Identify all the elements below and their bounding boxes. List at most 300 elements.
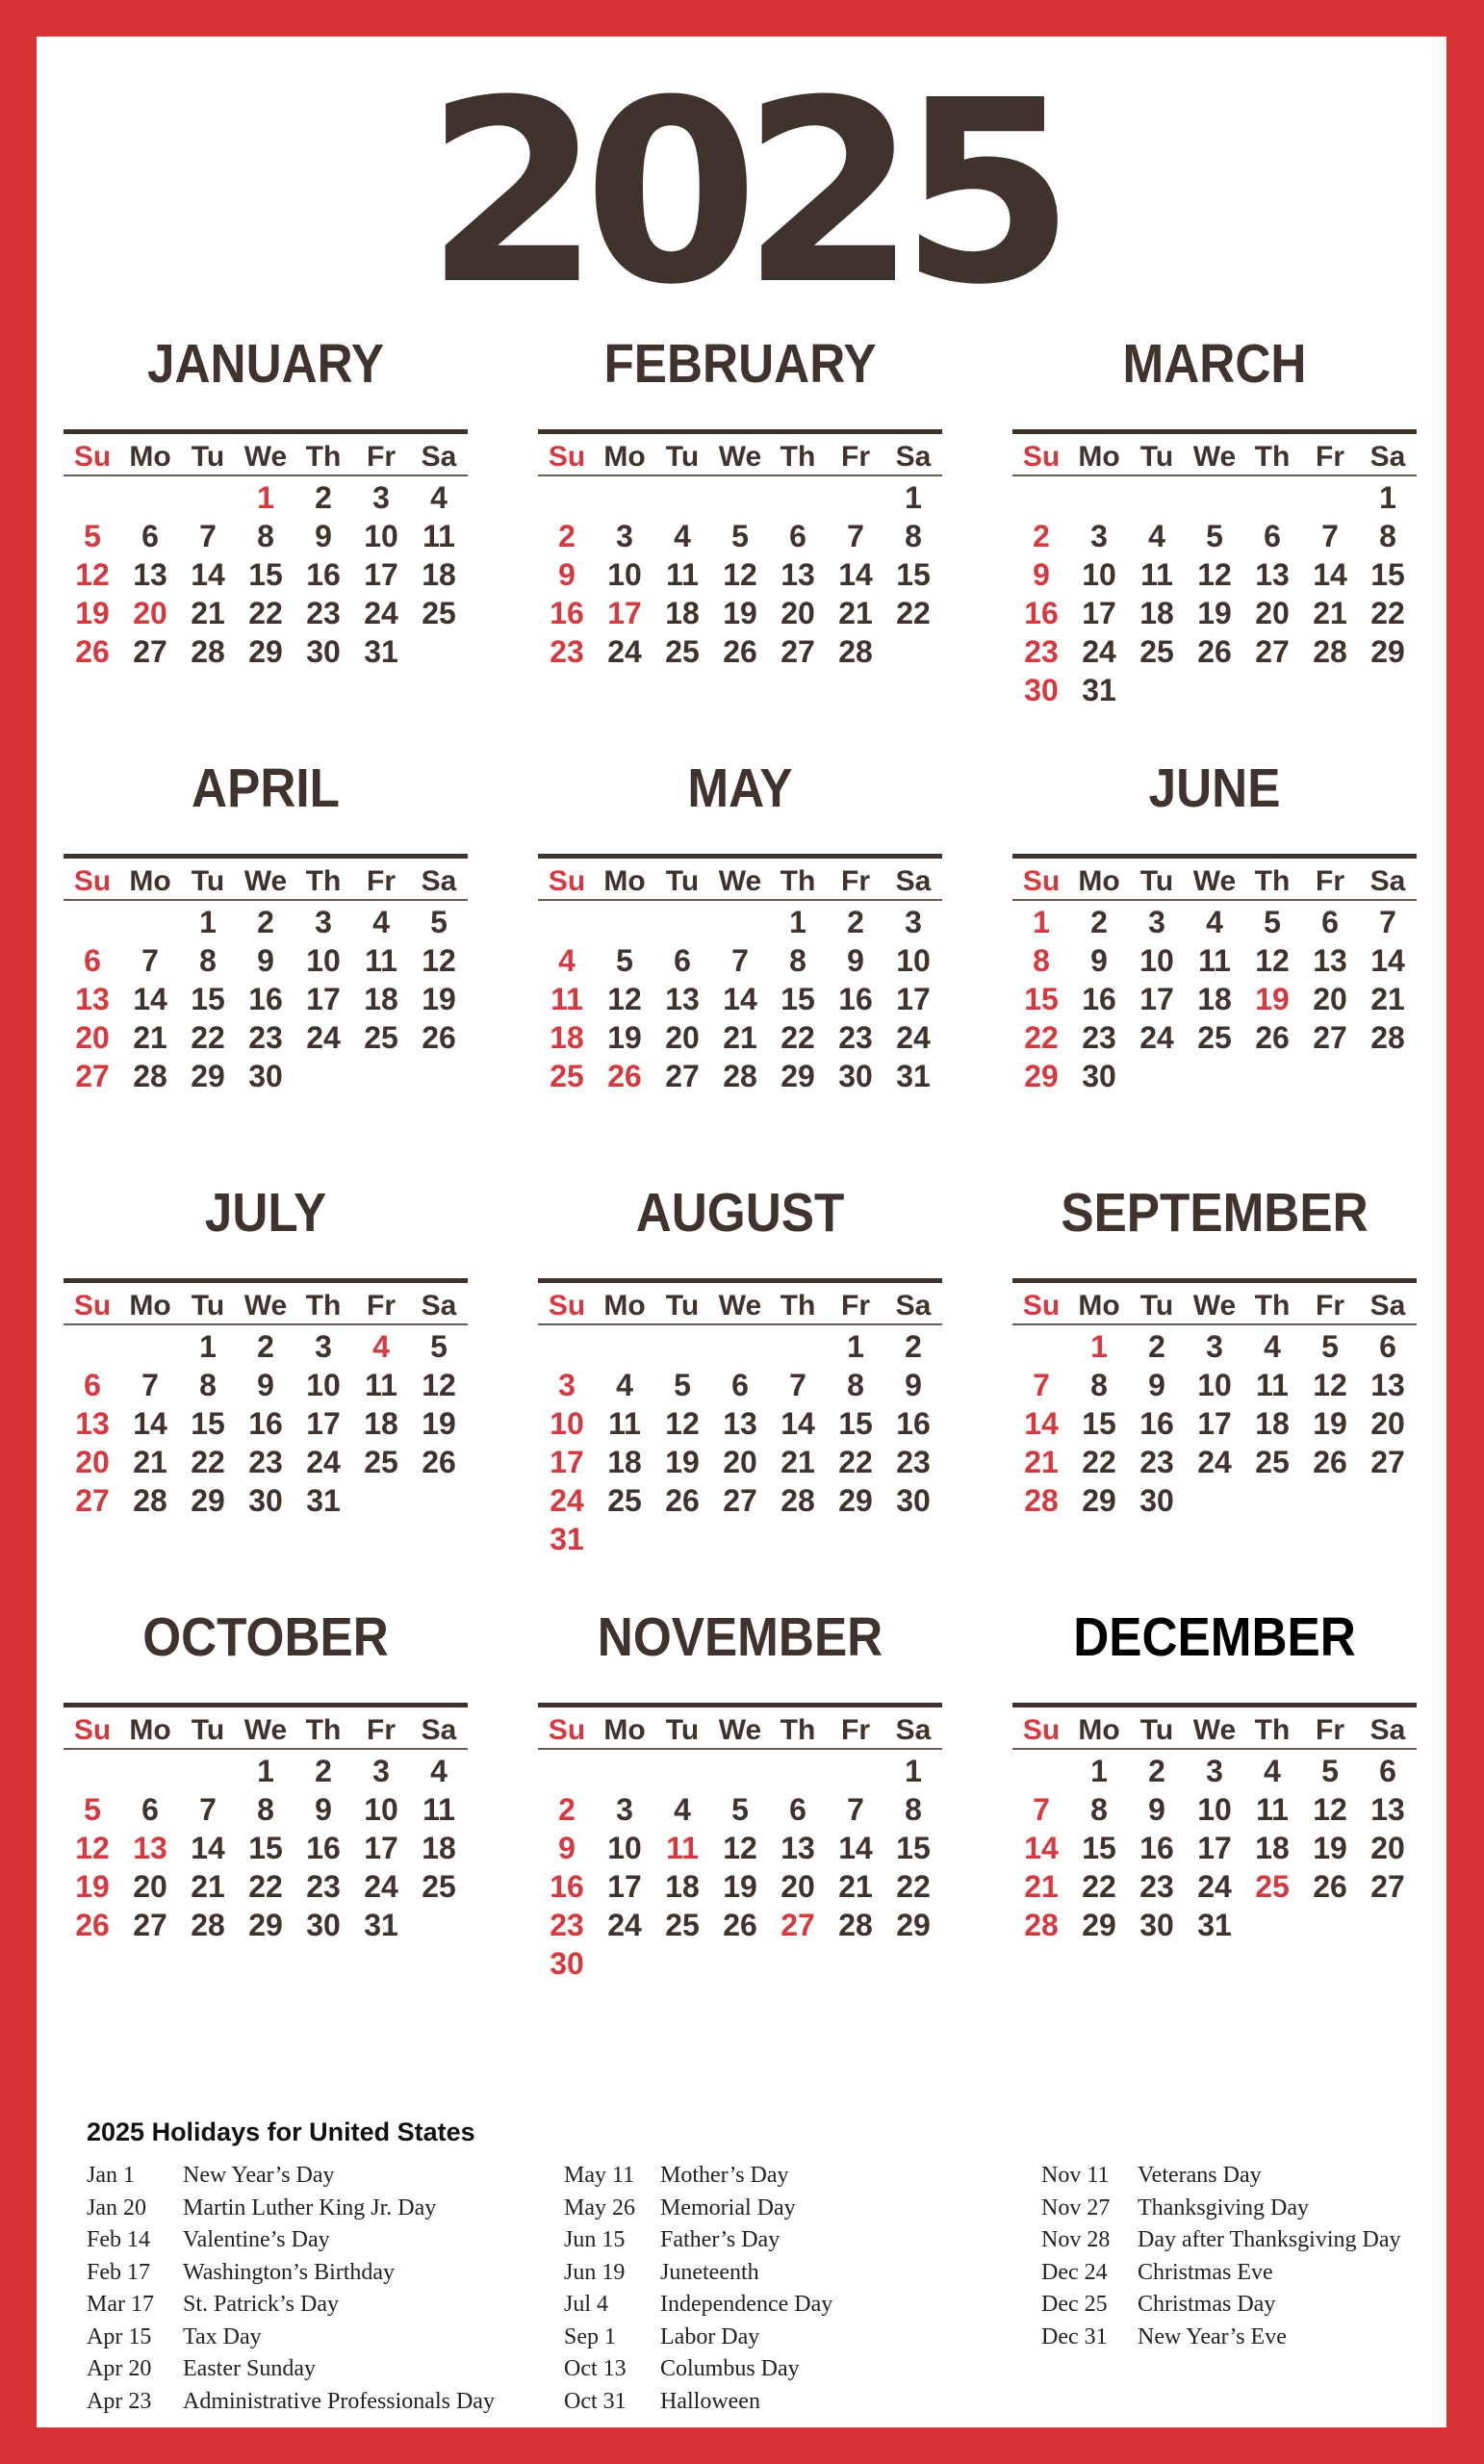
day-cell: 15 bbox=[1370, 557, 1405, 592]
day-cell: 20 bbox=[1313, 982, 1347, 1016]
holiday-row bbox=[1041, 2289, 1400, 2322]
day-cell: 19 bbox=[1197, 596, 1232, 630]
day-cell: 12 bbox=[422, 1368, 456, 1402]
month-may bbox=[538, 759, 942, 1095]
day-cell: 25 bbox=[364, 1020, 398, 1055]
day-cell: 27 bbox=[1370, 1869, 1405, 1904]
day-cell: 28 bbox=[723, 1059, 757, 1093]
day-cell: 17 bbox=[550, 1445, 584, 1479]
day-cell: 8 bbox=[847, 1368, 864, 1402]
day-cell: 7 bbox=[1033, 1792, 1050, 1827]
day-cell: 24 bbox=[1197, 1445, 1232, 1479]
day-cell: 5 bbox=[84, 1792, 101, 1827]
day-cell: 15 bbox=[191, 982, 225, 1016]
day-cell: 11 bbox=[666, 1831, 699, 1865]
divider-line bbox=[538, 475, 942, 476]
weekday-label: Su bbox=[1022, 1714, 1061, 1746]
empty-cell bbox=[64, 1752, 121, 1790]
day-cell: 29 bbox=[191, 1059, 225, 1093]
day-cell: 5 bbox=[430, 905, 448, 939]
day-cell: 29 bbox=[248, 1908, 283, 1942]
day-cell: 18 bbox=[422, 557, 456, 592]
empty-cell bbox=[596, 478, 653, 517]
day-cell: 7 bbox=[847, 1792, 864, 1827]
weekday-label: Mo bbox=[603, 865, 646, 897]
holidays-section bbox=[37, 2039, 1446, 2427]
day-cell: 26 bbox=[1313, 1445, 1347, 1479]
day-cell: 25 bbox=[665, 1908, 700, 1942]
day-cell: 25 bbox=[1255, 1445, 1290, 1479]
day-cell: 27 bbox=[1255, 634, 1290, 669]
day-cell: 24 bbox=[364, 596, 398, 630]
holiday-row bbox=[564, 2193, 832, 2225]
weekday-label: Su bbox=[73, 865, 112, 897]
day-cell: 5 bbox=[731, 1792, 749, 1827]
day-cell: 28 bbox=[780, 1483, 815, 1518]
weekday-label: Mo bbox=[129, 1714, 171, 1746]
day-cell: 5 bbox=[1321, 1754, 1339, 1788]
day-cell: 25 bbox=[422, 596, 456, 630]
day-cell: 12 bbox=[607, 982, 642, 1016]
weekday-header bbox=[538, 440, 942, 475]
day-cell: 1 bbox=[1090, 1329, 1108, 1364]
day-cell: 31 bbox=[364, 1908, 398, 1942]
day-cell: 7 bbox=[1379, 905, 1396, 939]
day-cell: 24 bbox=[607, 634, 642, 669]
day-cell: 14 bbox=[1024, 1831, 1059, 1865]
day-cell: 14 bbox=[1313, 557, 1347, 592]
divider-line bbox=[64, 899, 468, 901]
holiday-date: Dec 24 bbox=[1041, 2259, 1108, 2285]
empty-cell bbox=[769, 478, 827, 517]
day-cell: 2 bbox=[315, 1754, 332, 1788]
month-name: SEPTEMBER bbox=[1061, 1182, 1369, 1244]
weekday-label: We bbox=[718, 1714, 762, 1746]
day-cell: 28 bbox=[1024, 1908, 1059, 1942]
day-cell: 19 bbox=[1313, 1831, 1347, 1865]
divider-line bbox=[64, 1323, 468, 1325]
weekday-header bbox=[538, 1289, 942, 1323]
holiday-name: New Year’s Day bbox=[183, 2163, 335, 2188]
day-cell: 6 bbox=[731, 1368, 749, 1402]
day-cell: 27 bbox=[75, 1059, 110, 1093]
weekday-label: Tu bbox=[191, 1290, 225, 1322]
day-cell: 2 bbox=[905, 1329, 922, 1364]
day-cell: 22 bbox=[191, 1020, 225, 1055]
day-cell: 2 bbox=[1148, 1754, 1165, 1788]
holiday-row bbox=[87, 2289, 495, 2322]
day-cell: 11 bbox=[1198, 943, 1231, 978]
day-cell: 1 bbox=[789, 905, 806, 939]
holiday-date: Jan 20 bbox=[87, 2194, 146, 2220]
weekday-label: Sa bbox=[1369, 1290, 1406, 1322]
day-cell: 25 bbox=[1139, 634, 1174, 669]
weekday-label: Fr bbox=[1316, 441, 1344, 473]
day-cell: 25 bbox=[364, 1445, 398, 1479]
day-cell: 8 bbox=[199, 1368, 217, 1402]
holiday-date: Jul 4 bbox=[564, 2292, 609, 2317]
holiday-row bbox=[564, 2257, 832, 2290]
holiday-row bbox=[87, 2322, 495, 2354]
empty-cell bbox=[769, 1752, 827, 1790]
day-cell: 25 bbox=[1255, 1869, 1290, 1904]
day-cell: 6 bbox=[1379, 1329, 1396, 1364]
day-cell: 17 bbox=[1139, 982, 1174, 1016]
weekday-label: Sa bbox=[895, 441, 932, 473]
weekday-label: We bbox=[1192, 1714, 1237, 1746]
days-grid bbox=[538, 1327, 942, 1558]
day-cell: 14 bbox=[838, 557, 873, 592]
day-cell: 3 bbox=[1090, 519, 1108, 553]
day-cell: 12 bbox=[75, 1831, 110, 1865]
day-cell: 23 bbox=[550, 634, 584, 669]
day-cell: 1 bbox=[905, 480, 922, 515]
day-cell: 23 bbox=[248, 1445, 283, 1479]
empty-cell bbox=[1301, 478, 1359, 517]
month-name: AUGUST bbox=[635, 1182, 845, 1244]
empty-cell bbox=[538, 1327, 596, 1366]
holiday-row bbox=[1041, 2322, 1400, 2354]
holiday-date: Nov 27 bbox=[1041, 2194, 1111, 2220]
day-cell: 17 bbox=[306, 1406, 341, 1441]
day-cell: 6 bbox=[789, 519, 806, 553]
day-cell: 9 bbox=[847, 943, 864, 978]
day-cell: 24 bbox=[306, 1020, 341, 1055]
day-cell: 6 bbox=[789, 1792, 806, 1827]
divider-line bbox=[538, 429, 942, 434]
day-cell: 29 bbox=[780, 1059, 815, 1093]
day-cell: 20 bbox=[75, 1445, 110, 1479]
month-name: MARCH bbox=[1122, 333, 1307, 395]
day-cell: 18 bbox=[1255, 1831, 1290, 1865]
day-cell: 26 bbox=[75, 634, 110, 669]
day-cell: 2 bbox=[257, 905, 274, 939]
holiday-row bbox=[564, 2289, 832, 2322]
day-cell: 6 bbox=[1321, 905, 1339, 939]
month-february bbox=[538, 335, 942, 671]
day-cell: 4 bbox=[674, 1792, 691, 1827]
day-cell: 19 bbox=[723, 1869, 757, 1904]
holiday-name: Juneteenth bbox=[660, 2259, 759, 2285]
day-cell: 11 bbox=[422, 1792, 455, 1827]
day-cell: 10 bbox=[1082, 557, 1116, 592]
day-cell: 12 bbox=[75, 557, 110, 592]
weekday-label: We bbox=[243, 1714, 288, 1746]
day-cell: 12 bbox=[665, 1406, 700, 1441]
day-cell: 26 bbox=[665, 1483, 700, 1518]
divider-line bbox=[538, 854, 942, 859]
day-cell: 5 bbox=[731, 519, 749, 553]
holiday-row bbox=[564, 2322, 832, 2354]
day-cell: 17 bbox=[896, 982, 931, 1016]
empty-cell bbox=[121, 1752, 179, 1790]
day-cell: 2 bbox=[558, 519, 576, 553]
day-cell: 22 bbox=[896, 1869, 931, 1904]
month-name: OCTOBER bbox=[142, 1606, 389, 1668]
weekday-label: Su bbox=[73, 441, 112, 473]
day-cell: 8 bbox=[905, 1792, 922, 1827]
day-cell: 27 bbox=[665, 1059, 700, 1093]
day-cell: 24 bbox=[1082, 634, 1116, 669]
empty-cell bbox=[653, 1327, 711, 1366]
weekday-label: Th bbox=[780, 865, 816, 897]
holidays-column bbox=[87, 2160, 495, 2418]
weekday-label: Fr bbox=[1316, 865, 1344, 897]
day-cell: 10 bbox=[607, 1831, 642, 1865]
day-cell: 8 bbox=[257, 519, 274, 553]
day-cell: 11 bbox=[365, 1368, 397, 1402]
day-cell: 15 bbox=[838, 1406, 873, 1441]
holiday-date: Sep 1 bbox=[564, 2323, 616, 2349]
weekday-label: Sa bbox=[421, 1714, 457, 1746]
day-cell: 23 bbox=[1082, 1020, 1116, 1055]
month-march bbox=[1012, 335, 1417, 709]
day-cell: 19 bbox=[1255, 982, 1290, 1016]
day-cell: 9 bbox=[1148, 1792, 1165, 1827]
day-cell: 13 bbox=[723, 1406, 757, 1441]
calendar-page bbox=[37, 37, 1446, 2427]
holiday-name: Easter Sunday bbox=[183, 2356, 316, 2381]
divider-line bbox=[64, 1278, 468, 1283]
day-cell: 16 bbox=[1139, 1406, 1174, 1441]
day-cell: 31 bbox=[364, 634, 398, 669]
divider-line bbox=[538, 1278, 942, 1283]
day-cell: 31 bbox=[1082, 673, 1116, 707]
day-cell: 15 bbox=[896, 557, 931, 592]
weekday-label: Sa bbox=[421, 1290, 457, 1322]
weekday-label: Tu bbox=[1139, 865, 1174, 897]
day-cell: 1 bbox=[257, 480, 274, 515]
day-cell: 13 bbox=[133, 557, 167, 592]
day-cell: 9 bbox=[1148, 1368, 1165, 1402]
weekday-header bbox=[64, 864, 468, 899]
day-cell: 24 bbox=[364, 1869, 398, 1904]
day-cell: 28 bbox=[838, 1908, 873, 1942]
day-cell: 9 bbox=[257, 943, 274, 978]
day-cell: 15 bbox=[1024, 982, 1059, 1016]
day-cell: 9 bbox=[558, 1831, 576, 1865]
month-january bbox=[64, 335, 468, 671]
day-cell: 1 bbox=[199, 1329, 217, 1364]
day-cell: 10 bbox=[896, 943, 931, 978]
weekday-label: Tu bbox=[1139, 441, 1174, 473]
day-cell: 30 bbox=[1139, 1908, 1174, 1942]
day-cell: 2 bbox=[847, 905, 864, 939]
weekday-header bbox=[1012, 440, 1417, 475]
day-cell: 30 bbox=[550, 1946, 584, 1981]
holiday-date: Feb 14 bbox=[87, 2227, 150, 2252]
day-cell: 8 bbox=[1090, 1792, 1108, 1827]
day-cell: 5 bbox=[616, 943, 633, 978]
day-cell: 4 bbox=[1148, 519, 1165, 553]
day-cell: 10 bbox=[550, 1406, 584, 1441]
holiday-date: Apr 15 bbox=[87, 2323, 152, 2349]
holiday-name: Father’s Day bbox=[660, 2227, 780, 2252]
empty-cell bbox=[653, 1752, 711, 1790]
weekday-label: Sa bbox=[895, 1714, 932, 1746]
day-cell: 23 bbox=[1024, 634, 1059, 669]
day-cell: 27 bbox=[723, 1483, 757, 1518]
day-cell: 9 bbox=[257, 1368, 274, 1402]
day-cell: 28 bbox=[1313, 634, 1347, 669]
day-cell: 13 bbox=[1313, 943, 1347, 978]
day-cell: 4 bbox=[1264, 1754, 1281, 1788]
holiday-date: Apr 23 bbox=[87, 2388, 152, 2414]
day-cell: 2 bbox=[1148, 1329, 1165, 1364]
day-cell: 15 bbox=[896, 1831, 931, 1865]
holiday-name: Independence Day bbox=[660, 2292, 833, 2317]
empty-cell bbox=[827, 1752, 884, 1790]
holiday-name: Memorial Day bbox=[660, 2194, 796, 2220]
day-cell: 2 bbox=[1090, 905, 1108, 939]
day-cell: 7 bbox=[199, 519, 217, 553]
day-cell: 26 bbox=[1313, 1869, 1347, 1904]
day-cell: 25 bbox=[1197, 1020, 1232, 1055]
day-cell: 14 bbox=[133, 982, 167, 1016]
day-cell: 14 bbox=[1024, 1406, 1059, 1441]
holiday-name: Halloween bbox=[660, 2388, 760, 2414]
day-cell: 4 bbox=[1206, 905, 1223, 939]
day-cell: 16 bbox=[896, 1406, 931, 1441]
day-cell: 16 bbox=[306, 557, 341, 592]
weekday-label: Fr bbox=[367, 865, 396, 897]
day-cell: 2 bbox=[1033, 519, 1050, 553]
day-cell: 19 bbox=[422, 982, 456, 1016]
day-cell: 6 bbox=[84, 943, 101, 978]
day-cell: 8 bbox=[257, 1792, 274, 1827]
weekday-label: We bbox=[243, 1290, 288, 1322]
day-cell: 26 bbox=[422, 1020, 456, 1055]
holiday-name: St. Patrick’s Day bbox=[183, 2292, 339, 2317]
divider-line bbox=[64, 1703, 468, 1707]
day-cell: 30 bbox=[248, 1059, 283, 1093]
day-cell: 1 bbox=[1379, 480, 1396, 515]
day-cell: 7 bbox=[141, 943, 159, 978]
weekday-label: Fr bbox=[367, 1714, 396, 1746]
day-cell: 18 bbox=[607, 1445, 642, 1479]
holiday-row bbox=[1041, 2224, 1400, 2257]
day-cell: 18 bbox=[364, 1406, 398, 1441]
holiday-date: Dec 25 bbox=[1041, 2292, 1108, 2317]
month-december bbox=[1012, 1608, 1417, 1944]
month-august bbox=[538, 1184, 942, 1558]
day-cell: 4 bbox=[674, 519, 691, 553]
weekday-label: Th bbox=[305, 865, 342, 897]
empty-cell bbox=[64, 903, 121, 941]
holiday-name: Valentine’s Day bbox=[183, 2227, 330, 2252]
day-cell: 10 bbox=[1197, 1368, 1232, 1402]
weekday-label: Tu bbox=[1139, 1714, 1174, 1746]
month-name: JANUARY bbox=[146, 333, 385, 395]
day-cell: 3 bbox=[372, 1754, 390, 1788]
empty-cell bbox=[1012, 1752, 1070, 1790]
day-cell: 22 bbox=[1082, 1445, 1116, 1479]
weekday-label: Th bbox=[1254, 1290, 1291, 1322]
month-june bbox=[1012, 759, 1417, 1095]
month-september bbox=[1012, 1184, 1417, 1520]
day-cell: 1 bbox=[199, 905, 217, 939]
holiday-date: Nov 11 bbox=[1041, 2163, 1110, 2188]
month-name: FEBRUARY bbox=[603, 333, 877, 395]
day-cell: 28 bbox=[133, 1059, 167, 1093]
weekday-label: Fr bbox=[841, 1714, 870, 1746]
empty-cell bbox=[827, 478, 884, 517]
weekday-header bbox=[538, 1713, 942, 1748]
day-cell: 19 bbox=[665, 1445, 700, 1479]
day-cell: 15 bbox=[191, 1406, 225, 1441]
holiday-name: Tax Day bbox=[183, 2323, 262, 2349]
day-cell: 25 bbox=[550, 1059, 584, 1093]
day-cell: 7 bbox=[847, 519, 864, 553]
day-cell: 22 bbox=[780, 1020, 815, 1055]
weekday-label: Tu bbox=[665, 1290, 700, 1322]
weekday-label: Th bbox=[780, 441, 816, 473]
day-cell: 17 bbox=[306, 982, 341, 1016]
day-cell: 19 bbox=[75, 1869, 110, 1904]
day-cell: 8 bbox=[1090, 1368, 1108, 1402]
day-cell: 1 bbox=[1090, 1754, 1108, 1788]
day-cell: 31 bbox=[896, 1059, 931, 1093]
day-cell: 8 bbox=[1033, 943, 1050, 978]
day-cell: 16 bbox=[1082, 982, 1116, 1016]
day-cell: 29 bbox=[1082, 1908, 1116, 1942]
day-cell: 5 bbox=[84, 519, 101, 553]
weekday-header bbox=[1012, 864, 1417, 899]
day-cell: 20 bbox=[723, 1445, 757, 1479]
day-cell: 10 bbox=[306, 1368, 341, 1402]
day-cell: 30 bbox=[306, 634, 341, 669]
day-cell: 14 bbox=[133, 1406, 167, 1441]
day-cell: 23 bbox=[1139, 1869, 1174, 1904]
day-cell: 22 bbox=[248, 1869, 283, 1904]
holiday-row bbox=[1041, 2193, 1400, 2225]
divider-line bbox=[1012, 1323, 1417, 1325]
holiday-date: Feb 17 bbox=[87, 2259, 150, 2285]
day-cell: 6 bbox=[1264, 519, 1281, 553]
day-cell: 9 bbox=[1090, 943, 1108, 978]
day-cell: 22 bbox=[191, 1445, 225, 1479]
day-cell: 4 bbox=[616, 1368, 633, 1402]
day-cell: 24 bbox=[1197, 1869, 1232, 1904]
day-cell: 27 bbox=[780, 634, 815, 669]
holiday-row bbox=[564, 2224, 832, 2257]
weekday-label: Su bbox=[548, 865, 586, 897]
day-cell: 17 bbox=[607, 596, 642, 630]
weekday-label: Mo bbox=[1078, 1714, 1120, 1746]
divider-line bbox=[1012, 899, 1417, 901]
holiday-date: Oct 31 bbox=[564, 2388, 627, 2414]
day-cell: 30 bbox=[306, 1908, 341, 1942]
holiday-date: May 26 bbox=[564, 2194, 635, 2220]
day-cell: 20 bbox=[133, 1869, 167, 1904]
weekday-label: We bbox=[1192, 441, 1237, 473]
weekday-label: Th bbox=[1254, 865, 1291, 897]
day-cell: 16 bbox=[248, 982, 283, 1016]
holiday-name: Thanksgiving Day bbox=[1138, 2194, 1309, 2220]
day-cell: 2 bbox=[315, 480, 332, 515]
day-cell: 21 bbox=[838, 1869, 873, 1904]
weekday-label: Sa bbox=[421, 865, 457, 897]
day-cell: 20 bbox=[1370, 1831, 1405, 1865]
day-cell: 12 bbox=[1313, 1792, 1347, 1827]
day-cell: 18 bbox=[1197, 982, 1232, 1016]
day-cell: 3 bbox=[1206, 1329, 1223, 1364]
day-cell: 10 bbox=[607, 557, 642, 592]
divider-line bbox=[1012, 854, 1417, 859]
weekday-label: Sa bbox=[1369, 865, 1406, 897]
day-cell: 18 bbox=[1139, 596, 1174, 630]
day-cell: 4 bbox=[372, 1329, 390, 1364]
